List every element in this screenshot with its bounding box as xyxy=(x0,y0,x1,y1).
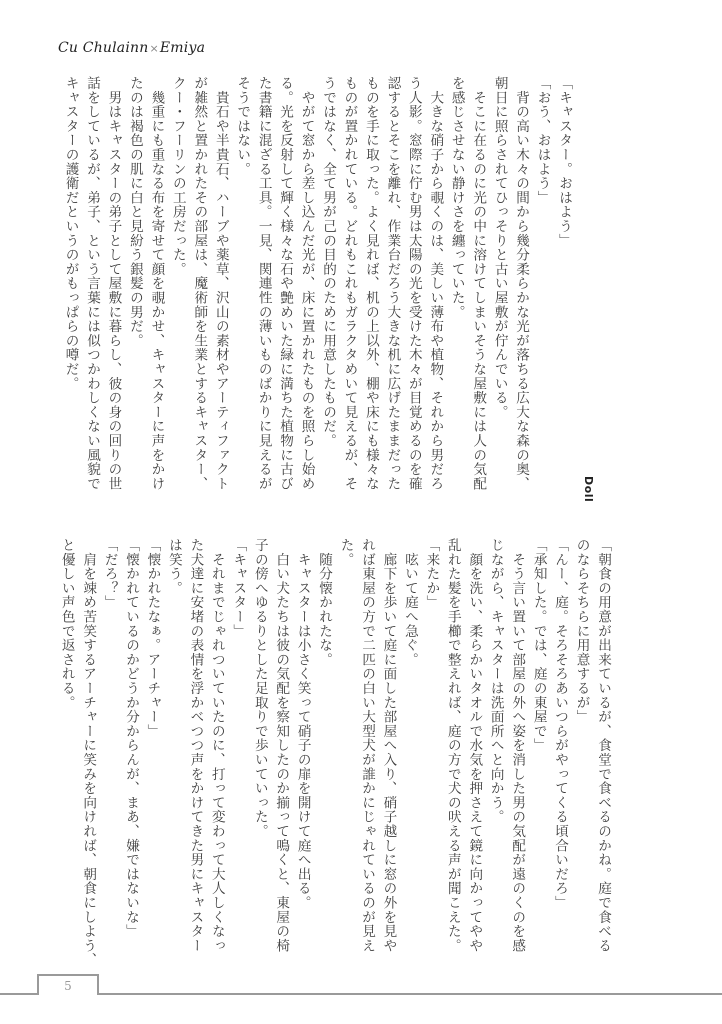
page-number-tab xyxy=(37,974,99,995)
text-line: 「承知した。では、庭の東屋で」 xyxy=(530,538,547,753)
text-line: 乱れた髪を手櫛で整えれば、庭の方で犬の吠える声が聞こえた。 xyxy=(444,538,461,953)
text-line: じながら、キャスターは洗面所へと向かう。 xyxy=(487,538,504,824)
text-line: は笑う。 xyxy=(165,538,182,596)
text-line: 背の高い木々の間から幾分柔らかな光が落ちる広大な森の奥、 xyxy=(513,76,530,491)
footer-rule xyxy=(0,993,722,995)
text-line: 肩を竦め苦笑するアーチャーに笑みを向ければ、朝食にしよう、 xyxy=(80,538,97,967)
text-line: 顔を洗い、柔らかいタオルで水気を押さえて鏡に向かってやや xyxy=(466,538,483,953)
text-block-top xyxy=(59,76,574,496)
text-line: 「んー、庭。そろそろあいつらがやってくる頃合いだろ」 xyxy=(552,538,569,910)
running-header xyxy=(58,40,205,56)
text-line: る。光を反射して輝く様々な石や艶めいた緑に満ちた植物に古び xyxy=(277,76,294,491)
text-line: と優しい声色で返される。 xyxy=(58,538,75,710)
text-line: 呟いて庭へ急ぐ。 xyxy=(401,538,418,667)
text-line: うではなく、全て男が己の目的のために用意したものだ。 xyxy=(320,76,337,448)
header-separator: × xyxy=(149,42,159,55)
text-line: 子の傍へゆるりとした足取りで歩いていった。 xyxy=(251,538,268,839)
text-block-bottom xyxy=(55,538,613,968)
text-line: 「懐かれたなぁ。アーチャー」 xyxy=(144,538,161,739)
text-line: クー・フーリンの工房だった。 xyxy=(169,76,186,277)
text-line: 「朝食の用意が出来ているが、食堂で食べるのかね。庭で食べる xyxy=(595,538,611,953)
text-line: 認するとそこを離れ、作業台だろう大きな机に広げたままだった xyxy=(384,76,401,491)
text-line: た。 xyxy=(337,538,354,567)
text-line: それまでじゃれついていたのに、打って変わって大人しくなっ xyxy=(208,538,225,953)
text-line: 話をしているが、弟子、という言葉には似つかわしくない風貌で xyxy=(84,76,101,491)
text-line: 随分懐かれたな。 xyxy=(316,538,333,667)
text-line: た犬達に安堵の表情を浮かべつつ声をかけてきた男にキャスター xyxy=(187,538,204,953)
text-line: 朝日に照らされてひっそりと古い屋敷が佇んでいる。 xyxy=(491,76,508,420)
page-number: 5 xyxy=(64,979,72,993)
section-label: Doll xyxy=(582,476,595,503)
text-line: た書籍に混ざる工具。一見、関連性の薄いものばかりに見えるが xyxy=(255,76,272,491)
text-line: 廊下を歩いて庭に面した部屋へ入り、硝子越しに窓の外を見や xyxy=(380,538,397,953)
text-line: が雑然と置かれたその部屋は、魔術師を生業とするキャスター、 xyxy=(191,76,208,491)
text-line: 白い犬たちは彼の気配を察知したのか揃って鳴くと、東屋の椅 xyxy=(273,538,290,953)
text-line: 大きな硝子から覗くのは、美しい薄布や植物、それから男だろ xyxy=(427,76,444,491)
text-line: 「来たか」 xyxy=(423,538,440,610)
header-title-left: Cu Chulainn xyxy=(58,40,149,56)
text-line: ものが置かれている。どれもこれもガラクタめいて見えるが、そ xyxy=(341,76,358,491)
text-line: ものを手に取った。よく見れば、机の上以外、棚や床にも様々な xyxy=(362,76,379,491)
text-line: 「懐かれているのかどうか分からんが、まあ、嫌ではないな」 xyxy=(123,538,140,939)
text-line: 「だろ？」 xyxy=(101,538,118,610)
header-title-right: Emiya xyxy=(159,40,206,56)
text-line: を感じさせない静けさを纏っていた。 xyxy=(448,76,465,320)
text-line: のならそちらに用意するが」 xyxy=(573,538,590,724)
text-line: 貴石や半貴石、ハーブや薬草、沢山の素材やアーティファクト xyxy=(212,76,229,491)
text-line: キャスターの護衛だというのがもっぱらの噂だ。 xyxy=(62,76,79,391)
text-line: 「キャスター」 xyxy=(230,538,247,639)
text-line: 「キャスター。おはよう」 xyxy=(556,76,572,248)
text-line: そこに在るのに光の中に溶けてしまいそうな屋敷には人の気配 xyxy=(470,76,487,491)
text-line: やがて窓から差し込んだ光が、床に置かれたものを照らし始め xyxy=(298,76,315,491)
text-line: れば東屋の方で二匹の白い大型犬が誰かにじゃれているのが見え xyxy=(359,538,376,953)
text-line: 幾重にも重なる布を寄せて顔を覗かせ、キャスターに声をかけ xyxy=(148,76,165,491)
text-line: たのは褐色の肌に白と見紛う銀髪の男だ。 xyxy=(126,76,143,348)
text-line: 男はキャスターの弟子として屋敷に暮らし、彼の身の回りの世 xyxy=(105,76,122,491)
text-line: う人影。窓際に佇む男は太陽の光を受けた木々が目覚めるのを確 xyxy=(405,76,422,491)
text-line: キャスターは小さく笑って硝子の扉を開けて庭へ出る。 xyxy=(294,538,311,910)
text-line: 「おう、おはよう」 xyxy=(534,76,551,205)
text-line: そうではない。 xyxy=(234,76,251,177)
text-line: そう言い置いて部屋の外へ姿を消した男の気配が遠のくのを感 xyxy=(509,538,526,953)
